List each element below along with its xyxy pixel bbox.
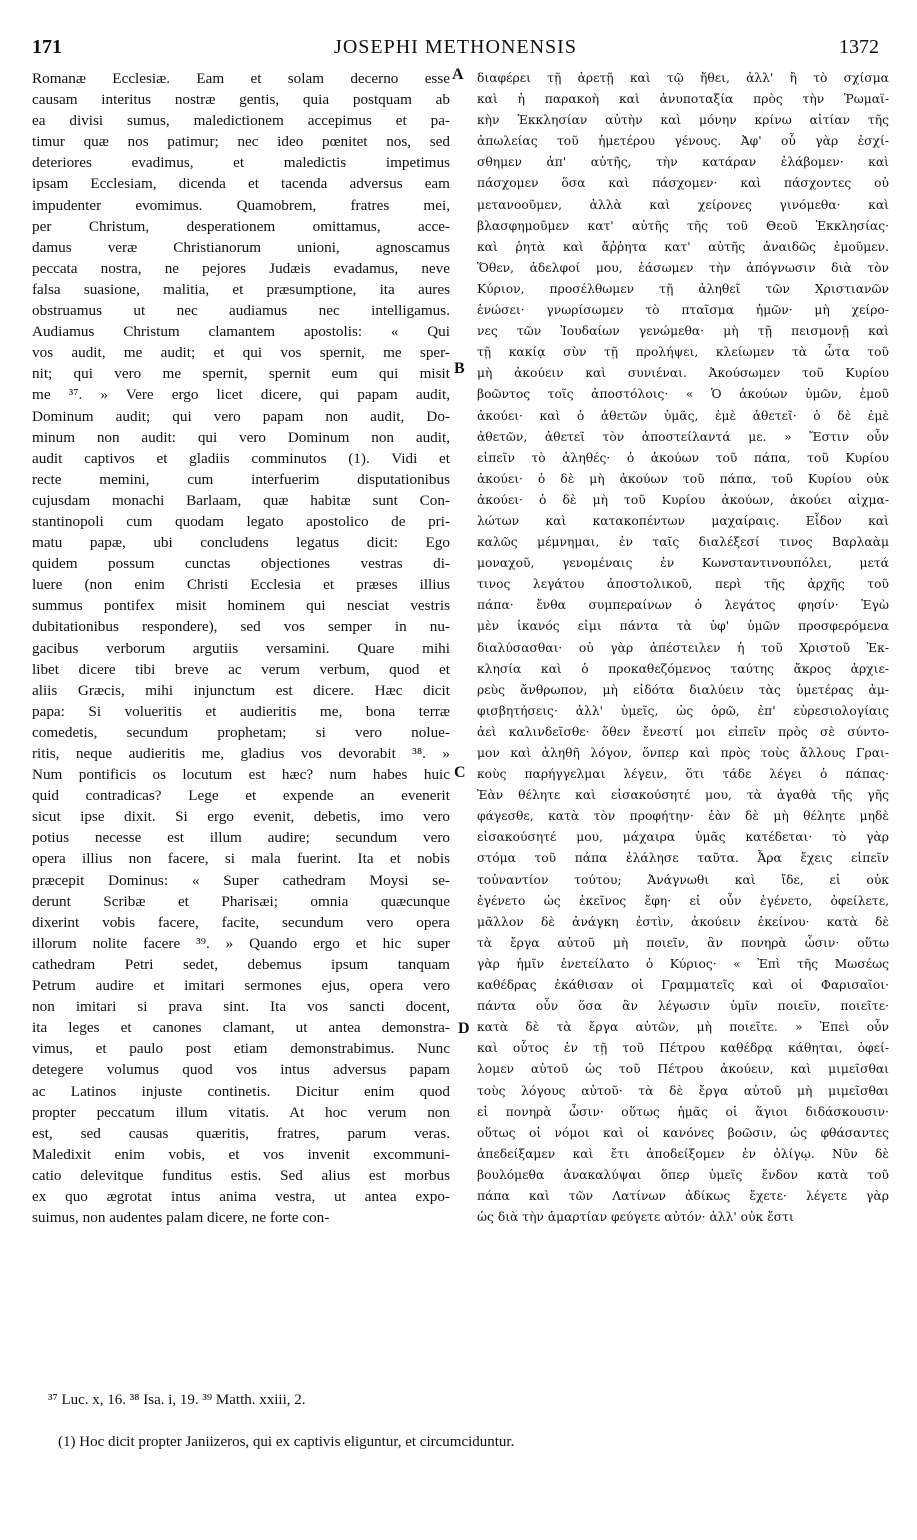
- greek-text-line: ὡς διὰ τὴν ἁμαρτίαν φεύγετε αὐτόν· ἀλλ' οὐκ ἔστι: [477, 1210, 794, 1225]
- latin-text-line: quidem possum cunctas objectiones vestras di-: [32, 555, 450, 573]
- greek-text-line: μον καὶ ἀληθῆ λόγον, ὅνπερ καὶ πρὸς τοὺς ἄλλους Γραι-: [477, 746, 889, 760]
- latin-text-line: luere (non enim Christi Ecclesia et præses illius: [32, 576, 450, 594]
- greek-text-line: ἀπεδείξαμεν καὶ ἔτι ἀποδείξομεν ἐν ὀλίγῳ. Νῦν δὲ: [477, 1146, 889, 1161]
- latin-text-line: Num pontificis os locutum est hæc? num habes huic: [32, 766, 450, 784]
- section-marker-c: C: [454, 764, 466, 781]
- section-marker-a: A: [452, 66, 464, 83]
- latin-text-line: nit; qui vero me spernit, spernit eum qui misit: [32, 365, 450, 383]
- latin-text-line: obstruamus ut nec audiamus nec intelligamus.: [32, 302, 450, 320]
- latin-text-line: Dominum audit; qui vero papam non audit, Do-: [32, 407, 450, 425]
- latin-text-line: ita leges et canones clamant, ut antea demonstra-: [32, 1019, 450, 1037]
- latin-text-line: detegere volumus quod vos intus adversus papam: [32, 1061, 450, 1079]
- latin-text-line: aliis Græcis, mihi injunctum est dicere. Hæc dicit: [32, 681, 450, 699]
- latin-text-line: audit captivos et gladiis comminutos (1). Vidi et: [32, 449, 450, 467]
- latin-text-line: Audiamus Christum clamantem apostolis: « Qui: [32, 323, 450, 341]
- greek-text-line: ἀκούει· καὶ ὁ ἀθετῶν ὑμᾶς, ἐμὲ ἀθετεῖ· ὁ δὲ ἐμὲ: [477, 408, 889, 423]
- greek-text-line: πάσχομεν ὅσα καὶ πάσχομεν· καὶ πάσχοντες οὐ: [477, 176, 889, 191]
- latin-text-line: quid contradicas? Lege et expende an evenerit: [32, 787, 450, 805]
- latin-text-line: causam interitus nostræ gentis, quia postquam ab: [32, 91, 450, 109]
- latin-text-line: dubitationibus respondere), sed vos semper in nu-: [32, 618, 450, 636]
- latin-text-line: Romanæ Ecclesiæ. Eam et solam decerno esse: [32, 70, 450, 87]
- greek-text-line: ἀθετῶν, ἀθετεῖ τὸν ἀποστείλαντά με. » Ἔστιν οὖν: [477, 429, 889, 444]
- greek-text-line: καλῶς μέμνημαι, ἐν ταῖς διαλέξεσί τινος Βαρλαὰμ: [477, 535, 889, 550]
- greek-text-line: βουλόμεθα ἀνακαλύψαι ὅπερ ὑμεῖς ἔνδον κατὰ τοῦ: [477, 1167, 889, 1182]
- section-marker-b: B: [454, 360, 465, 377]
- latin-text-line: Petrum audire et imitari sermones ejus, opera vero: [32, 977, 450, 995]
- greek-text-line: πάπα· ἔνθα συμπεραίνων ὁ λεγάτος φησίν· Ἐγὼ: [477, 598, 889, 613]
- latin-text-line: suimus, non audentes palam dicere, ne forte con-: [32, 1209, 330, 1227]
- greek-text-line: ἐγένετο ὡς ἐκεῖνος ἔφη· εἰ οὖν ἐγένετο, ὀφείλετε,: [477, 893, 889, 908]
- greek-text-line: Κύριον, προσέλθωμεν τῇ ἀληθεῖ τῶν Χριστιανῶν: [477, 281, 889, 296]
- latin-text-line: sicut ipse dixit. Si ergo evenit, debetis, imo vero: [32, 808, 450, 826]
- greek-text-line: βλασφημοῦμεν κατ' αὐτῆς τῆς τοῦ Θεοῦ Ἐκκλησίας·: [477, 218, 889, 233]
- greek-text-line: στόμα τοῦ πάπα ἐλάλησε ταῦτα. Ἆρα ἔχεις εἰπεῖν: [477, 851, 889, 866]
- greek-text-line: γὰρ ἡμῖν ἐνετείλατο ὁ Κύριος· « Ἐπὶ τῆς Μωσέως: [477, 956, 889, 971]
- greek-text-line: πάντα οὖν ὅσα ἂν λέγωσιν ὑμῖν ποιεῖν, ποιεῖτε·: [477, 999, 889, 1014]
- footnotes: ³⁷ Luc. x, 16. ³⁸ Isa. i, 19. ³⁹ Matth. xxiii, 2.: [48, 1392, 306, 1408]
- greek-text-line: καὶ ἡ παρακοὴ καὶ ἀνυποταξία πρὸς τὴν Ῥωμαϊ-: [477, 92, 889, 107]
- greek-text-line: φάγεσθε, κατὰ τὸν προφήτην· ἐὰν δὲ μὴ θέλητε μηδὲ: [477, 809, 889, 824]
- latin-text-line: ea divisi sumus, maledictionem accepimus et pa-: [32, 112, 450, 130]
- greek-text-line: νες τῶν Ἰουδαίων γενώμεθα· μὴ τῇ πεισμονῇ καὶ: [477, 324, 889, 339]
- greek-text-line: μᾶλλον δὲ ἀνάγκη ἐστὶν, ἀκούειν ἐκείνου· κατὰ δὲ: [477, 914, 889, 929]
- latin-text-line: minum non audit: qui vero Dominum non audit,: [32, 428, 450, 446]
- column-number: 1372: [839, 36, 879, 58]
- latin-text-line: me ³⁷. » Vere ergo licet dicere, qui papam audit,: [32, 386, 450, 404]
- greek-column: [477, 68, 889, 1228]
- latin-text-line: summus pontifex misit hominem qui nesciat vestris: [32, 597, 450, 615]
- greek-text-line: τοὐναντίον τούτου; Ἀνάγνωθι καὶ ἴδε, εἰ οὐκ: [477, 872, 889, 887]
- greek-text-line: ρεὺς ἄνθρωπον, μὴ εἰδότα διαλύειν τὰς ὑμετέρας ἀμ-: [477, 682, 889, 697]
- greek-text-line: βοῶντος τοῖς ἀποστόλοις· « Ὁ ἀκούων ὑμῶν, ἐμοῦ: [477, 387, 889, 402]
- greek-text-line: εἰσακούσητέ μου, μάχαιρα ὑμᾶς κατέδεται· τὸ γὰρ: [477, 830, 889, 845]
- page-number: 171: [32, 36, 62, 58]
- running-title: JOSEPHI METHONENSIS: [334, 36, 577, 58]
- latin-text-line: præcepit Dominus: « Super cathedram Moysi se-: [32, 871, 450, 889]
- latin-text-line: stantinopoli cum quodam legato apostolico de pri-: [32, 512, 450, 530]
- latin-text-line: libet dicere tibi breve ac verum verbum, quod et: [32, 660, 450, 678]
- latin-text-line: vimus, et paulo post etiam demonstrabimus. Nunc: [32, 1040, 450, 1058]
- latin-text-line: derunt Scribæ et Pharisæi; omnia quæcunque: [32, 892, 450, 910]
- greek-text-line: ἀεὶ καλινδεῖσθε· ὅθεν ἔνεστί μοι εἰπεῖν πρὸς σὲ σύντο-: [477, 724, 889, 739]
- latin-text-line: comedetis, secundum prophetam; si vero nolue-: [32, 723, 450, 741]
- latin-text-line: ritis, neque audieritis me, gladius vos devorabit ³⁸. »: [32, 745, 450, 762]
- latin-text-line: non imitari si prava sint. Ita vos sancti docent,: [32, 998, 450, 1016]
- latin-text-line: recte memini, cum interfuerim disputationibus: [32, 470, 450, 488]
- greek-text-line: ἀκούει· ὁ δὲ μὴ τοῦ Κυρίου ἀκούων, ἀκούει αἰχμα-: [477, 492, 889, 507]
- greek-text-line: τῇ κακίᾳ σὺν τῇ προλήψει, κλείωμεν τὰ ὦτα τοῦ: [477, 345, 889, 360]
- greek-text-line: πάπα καὶ τῶν Λατίνων ἀδίκως ἔχετε· λέγετε γὰρ: [477, 1188, 889, 1203]
- latin-text-line: cathedram Petri sedet, debemus ipsum tanquam: [32, 955, 450, 973]
- latin-text-line: ipsam Ecclesiam, dicenda et tacenda adversus eam: [32, 175, 450, 193]
- translator-note: (1) Hoc dicit propter Janiizeros, qui ex captivis eliguntur, et circumciduntur.: [58, 1434, 515, 1450]
- section-marker-d: D: [458, 1020, 470, 1037]
- latin-text-line: gacibus verborum argutiis versamini. Quare mihi: [32, 639, 450, 657]
- greek-text-line: κοὺς παρήγγελμαι λέγειν, ὅτι τάδε λέγει ὁ πάπας·: [477, 767, 889, 782]
- latin-column: [32, 68, 450, 1228]
- greek-text-line: κὴν Ἐκκλησίαν αὐτὴν καὶ μόνην κρίνω αἰτίαν τῆς: [477, 113, 889, 128]
- greek-text-line: μοναχοῦ, γενομέναις ἐν Κωνσταντινουπόλει, μετά: [477, 556, 889, 571]
- greek-text-line: καὶ οὗτος ἐν τῇ τοῦ Πέτρου καθέδρᾳ κάθηται, ὀφεί-: [477, 1041, 889, 1056]
- latin-text-line: vos audit, me audit; et qui vos spernit, me sper-: [32, 344, 450, 362]
- latin-text-line: papa: Si volueritis et audieritis me, bona terræ: [32, 702, 450, 720]
- greek-text-line: ἑνώσει· γνωρίσωμεν τὸ πταῖσμα ἡμῶν· μὴ χείρο-: [477, 303, 889, 318]
- greek-text-line: κατὰ δὲ τὰ ἔργα αὐτῶν, μὴ ποιεῖτε. » Ἐπεὶ οὖν: [477, 1020, 889, 1035]
- greek-text-line: διαλύσασθαι· οὐ γὰρ ἀπέστειλεν ἡ τοῦ Χριστοῦ Ἐκ-: [477, 640, 889, 655]
- latin-text-line: deteriores evadimus, et maledictis impetimus: [32, 154, 450, 172]
- greek-text-line: σθημεν ἀπ' αὐτῆς, τὴν κατάραν ἐλάβομεν· καὶ: [477, 155, 889, 170]
- latin-text-line: impudenter evomimus. Quamobrem, fratres mei,: [32, 196, 450, 214]
- latin-text-line: illorum nolite facere ³⁹. » Quando ergo et hic super: [32, 934, 450, 952]
- greek-text-line: τινος λεγάτου ἀποστολικοῦ, περὶ τῆς ἀρχῆς τοῦ: [477, 577, 889, 592]
- greek-text-line: Ἐὰν θέλητε καὶ εἰσακούσητέ μου, τὰ ἀγαθὰ τῆς γῆς: [477, 788, 889, 803]
- latin-text-line: ex quo ægrotat intus anima vestra, ut antea expo-: [32, 1187, 450, 1205]
- greek-text-line: κλησία καὶ ὁ προκαθεζόμενος ταύτης ἄκρος ἀρχιε-: [477, 661, 889, 676]
- latin-text-line: ac Latinos injuste continetis. Dicitur enim quod: [32, 1082, 450, 1100]
- greek-text-line: λώτων καὶ κατακοπέντων μαχαίραις. Εἶδον καὶ: [477, 513, 889, 528]
- greek-text-line: καὶ ῥητὰ καὶ ἄῤῥητα κατ' αὐτῆς ἀναιδῶς ἐμοῦμεν.: [477, 239, 889, 254]
- greek-text-line: μετανοοῦμεν, ἀλλὰ καὶ χείρονες γινόμεθα· καὶ: [477, 197, 889, 212]
- page-header: [32, 36, 879, 60]
- greek-text-line: εἰ πονηρὰ ὦσιν· οὕτως ἡμᾶς οἱ ἅγιοι διδάσκουσιν·: [477, 1104, 889, 1119]
- greek-text-line: φισβητήσεις· ἀλλ' ὑμεῖς, ὡς ὁρῶ, ἐπ' εὑρεσιολογίαις: [477, 703, 889, 718]
- latin-text-line: peccata nostra, ne pejores Judæis evadamus, neve: [32, 259, 450, 277]
- latin-text-line: propter peccatum illum vitatis. At hoc verum non: [32, 1103, 450, 1121]
- greek-text-line: καθέδρας ἐκάθισαν οἱ Γραμματεῖς καὶ οἱ Φαρισαῖοι·: [477, 978, 889, 993]
- latin-text-line: matu papæ, ubi concludens legatus dicit: Ego: [32, 534, 450, 552]
- greek-text-line: μὴ ἀκούειν καὶ συνιέναι. Ἀκούσωμεν τοῦ Κυρίου: [477, 366, 889, 381]
- greek-text-line: Ὅθεν, ἀδελφοί μου, ἐάσωμεν τὴν ἀπόγνωσιν διὰ τὸν: [477, 260, 889, 275]
- latin-text-line: timur quæ nos patimur; nec ideo pœnitet nos, sed: [32, 133, 450, 151]
- latin-text-line: opera illius non facere, si mala fuerint. Ita et nobis: [32, 850, 450, 868]
- latin-text-line: falsa suasione, malitia, et præsumptione, ita aures: [32, 280, 450, 298]
- greek-text-line: τὰ ἔργα αὐτοῦ μὴ ποιεῖν, ἂν πονηρὰ ὦσιν· οὕτω: [477, 935, 889, 950]
- greek-text-line: ἀκούει· ὁ δὲ μὴ ἀκούων τοῦ πάπα, τοῦ Κυρίου οὐκ: [477, 471, 889, 486]
- latin-text-line: catio delevitque funditus estis. Sed alius est morbus: [32, 1166, 450, 1184]
- greek-text-line: οὕτως οἱ νόμοι καὶ οἱ κανόνες βοῶσιν, ὡς φθάσαντες: [477, 1125, 889, 1140]
- greek-text-line: εἰπεῖν τὸ ἀληθές· ὁ ἀκούων τοῦ πάπα, τοῦ Κυρίου: [477, 450, 889, 465]
- latin-text-line: Maledixit enim vobis, et vos invenit excommuni-: [32, 1145, 450, 1163]
- latin-text-line: per Christum, desperationem omittamus, acce-: [32, 217, 450, 235]
- latin-text-line: potius necesse est illum audire; secundum vero: [32, 829, 450, 847]
- greek-text-line: λομεν αὐτοῦ ὡς τοῦ Πέτρου ἀκούειν, καὶ μιμεῖσθαι: [477, 1062, 889, 1077]
- greek-text-line: διαφέρει τῇ ἀρετῇ καὶ τῷ ἤθει, ἀλλ' ἢ τὸ σχίσμα: [477, 71, 889, 85]
- greek-text-line: τοὺς λόγους αὐτοῦ· τὰ δὲ ἔργα αὐτοῦ μὴ μιμεῖσθαι: [477, 1083, 889, 1098]
- greek-text-line: μὲν ἱκανός εἰμι πάντα τὰ ὑφ' ὑμῶν προσφερόμενα: [477, 619, 889, 634]
- latin-text-line: damus veræ Christianorum unioni, agnoscamus: [32, 238, 450, 256]
- latin-text-line: dixerint vobis facere, facite, secundum vero opera: [32, 913, 450, 931]
- latin-text-line: cujusdam monachi Barlaam, quæ habitæ sunt Con-: [32, 491, 450, 509]
- latin-text-line: est, sed causas quæritis, fratres, parum veras.: [32, 1124, 450, 1142]
- greek-text-line: ἀπωλείας τοῦ ἡμετέρου γένους. Ἀφ' οὗ γὰρ ἐσχί-: [477, 134, 889, 149]
